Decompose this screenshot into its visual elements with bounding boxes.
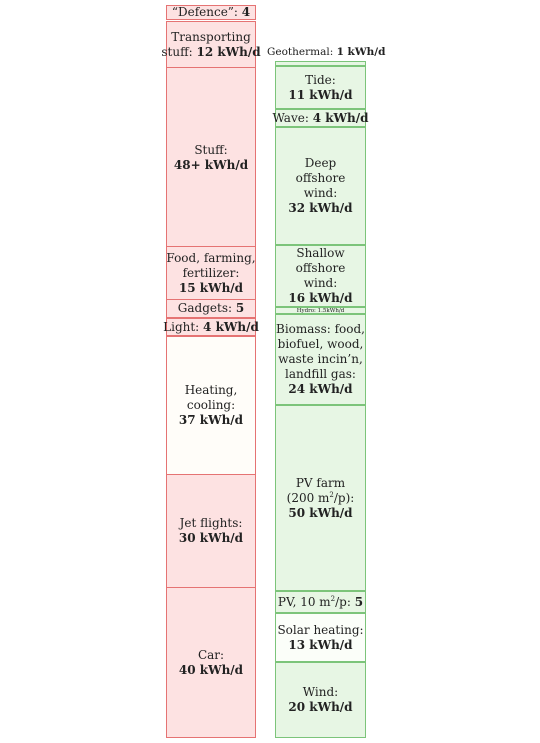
- stuff-line: [194, 143, 227, 158]
- pv-farm-line: [287, 491, 355, 506]
- wind-line: [288, 700, 352, 715]
- value-text: 30 kWh/d: [178, 531, 244, 545]
- wave-block: [272, 109, 369, 127]
- label-text: Gadgets:: [177, 301, 236, 315]
- label-text: Light:: [163, 319, 204, 334]
- label-text: Transporting: [171, 30, 251, 44]
- tide-block: [275, 66, 366, 109]
- label-text: PV farm: [295, 475, 346, 490]
- label-text: Car:: [197, 647, 225, 662]
- label-text: offshore: [295, 261, 346, 275]
- stuff-line: [174, 158, 248, 173]
- wind-block: [275, 662, 366, 738]
- shallow-offshore-wind-line: [288, 291, 352, 306]
- value-text: 24 kWh/d: [288, 382, 353, 396]
- label-text: Tide:: [305, 72, 336, 87]
- label-text: /p:: [335, 594, 355, 609]
- deep-offshore-wind-line: [296, 171, 346, 186]
- transporting-stuff-line: [161, 45, 260, 60]
- pv-roof-block: [275, 591, 366, 613]
- value-text: 16 kWh/d: [288, 291, 353, 305]
- label-text: wind:: [303, 276, 338, 290]
- label-text: Wave:: [272, 110, 313, 125]
- label-text: stuff:: [161, 45, 197, 59]
- food-farming-line: [166, 251, 255, 266]
- label-text: Food, farming,: [166, 251, 256, 265]
- label-text: “Defence”:: [171, 5, 242, 19]
- gadgets-line: [178, 301, 244, 316]
- biomass-line: [288, 382, 352, 397]
- solar-heating-block: [275, 613, 366, 662]
- pv-roof-line: [278, 595, 363, 610]
- value-text: 40 kWh/d: [178, 662, 244, 677]
- biomass-line: [278, 337, 364, 352]
- light-block: [163, 318, 259, 336]
- food-farming-line: [183, 266, 240, 281]
- label-text: Deep: [304, 156, 337, 170]
- value-text: 4 kWh/d: [312, 110, 369, 125]
- label-text: Wind:: [302, 685, 339, 699]
- deep-offshore-wind-line: [304, 186, 338, 201]
- food-farming-block: [166, 246, 256, 301]
- value-text: 5: [354, 594, 364, 609]
- heating-cooling-line: [187, 398, 235, 413]
- jet-flights-block: [166, 474, 256, 588]
- label-text: Shallow: [296, 246, 345, 260]
- pv-farm-block: [275, 405, 366, 591]
- hydro-block: [275, 307, 366, 314]
- light-line: [163, 320, 259, 335]
- heating-cooling-line: [179, 413, 243, 428]
- value-text: 20 kWh/d: [288, 700, 353, 714]
- label-text: cooling:: [186, 398, 236, 412]
- label-text: PV, 10 m: [277, 594, 331, 609]
- wave-line: [273, 111, 369, 126]
- shallow-offshore-wind-block: [275, 245, 366, 307]
- superscript: 2: [330, 594, 336, 603]
- tide-line: [305, 73, 336, 88]
- label-text: fertilizer:: [182, 266, 240, 280]
- superscript: 2: [329, 490, 334, 499]
- gadgets-block: [166, 299, 256, 318]
- car-line: [198, 648, 224, 663]
- deep-offshore-wind-block: [275, 127, 366, 245]
- value-text: 12 kWh/d: [196, 45, 261, 59]
- label-text: Stuff:: [194, 143, 228, 157]
- solar-heating-line: [288, 638, 352, 653]
- shallow-offshore-wind-line: [304, 276, 338, 291]
- value-text: 11 kWh/d: [288, 87, 353, 102]
- biomass-block: [275, 314, 366, 405]
- value-text: 37 kWh/d: [178, 413, 244, 427]
- label-text: biofuel, wood,: [277, 337, 364, 351]
- shallow-offshore-wind-line: [296, 246, 344, 261]
- production-stack: [272, 61, 369, 738]
- value-text: 15 kWh/d: [178, 281, 244, 295]
- consumption-stack: [161, 5, 261, 738]
- label-text: landfill gas:: [285, 367, 356, 381]
- label-text: /p):: [333, 490, 355, 505]
- deep-offshore-wind-line: [305, 156, 337, 171]
- pv-farm-line: [288, 506, 352, 521]
- hydro-line: [297, 308, 345, 314]
- label-text: offshore: [295, 171, 346, 185]
- label-text: (200 m: [286, 490, 330, 505]
- solar-heating-line: [277, 623, 363, 638]
- geothermal-label: Geothermal: 1 kWh/d: [267, 46, 386, 58]
- tide-line: [288, 88, 352, 103]
- heating-cooling-line: [185, 383, 238, 398]
- label-text: Hydro: 1.5kWh/d: [296, 307, 345, 314]
- value-text: 32 kWh/d: [288, 201, 353, 215]
- label-text: wind:: [303, 186, 338, 200]
- value-text: 4 kWh/d: [203, 319, 259, 334]
- car-line: [179, 663, 243, 678]
- transporting-stuff-line: [171, 30, 251, 45]
- wind-line: [303, 685, 338, 700]
- shallow-offshore-wind-line: [296, 261, 346, 276]
- stuff-block: [166, 67, 256, 249]
- biomass-line: [276, 322, 365, 337]
- defence-block: [166, 5, 256, 20]
- value-text: 50 kWh/d: [288, 505, 353, 520]
- label-text: Biomass: food,: [276, 322, 365, 336]
- deep-offshore-wind-line: [288, 201, 352, 216]
- jet-flights-line: [180, 516, 243, 531]
- value-text: 48+ kWh/d: [173, 158, 249, 172]
- label-text: Jet flights:: [179, 516, 243, 530]
- jet-flights-line: [179, 531, 243, 546]
- heating-cooling-block: [166, 336, 256, 475]
- food-farming-line: [179, 281, 243, 296]
- value-text: 5: [235, 301, 245, 315]
- value-text: 13 kWh/d: [288, 637, 353, 652]
- value-text: 4: [241, 5, 251, 19]
- biomass-line: [285, 367, 356, 382]
- label-text: Heating,: [184, 383, 238, 397]
- pv-farm-line: [296, 476, 345, 491]
- label-text: waste incin’n,: [278, 352, 363, 366]
- car-block: [166, 587, 256, 738]
- biomass-line: [278, 352, 363, 367]
- label-text: Solar heating:: [277, 622, 364, 637]
- defence-line: [172, 5, 250, 20]
- transporting-stuff-block: [161, 21, 261, 69]
